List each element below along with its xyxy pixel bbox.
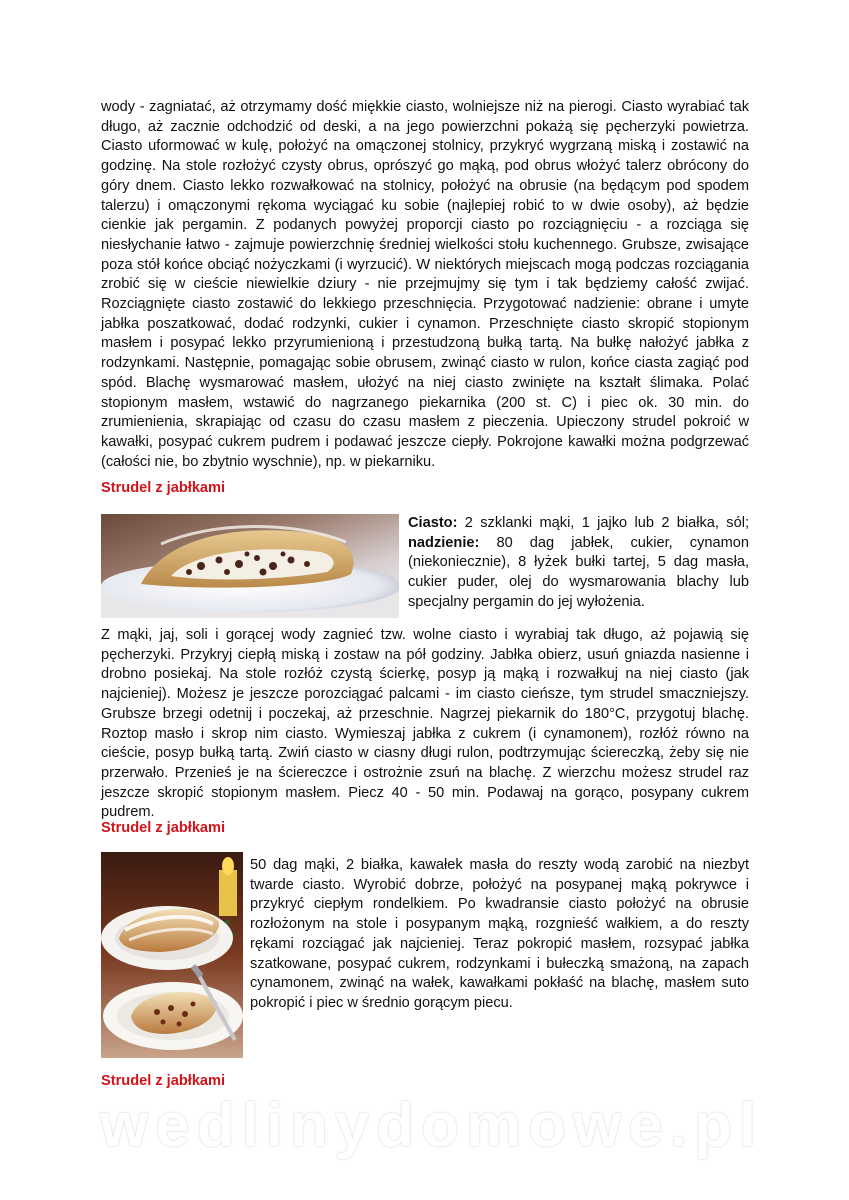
recipe-1-ingredients — [408, 514, 749, 613]
strudel-slice-photo — [101, 514, 399, 618]
recipe-2-method: 50 dag mąki, 2 białka, kawałek masła do reszty wodą zarobić na niezbyt twarde ciasto. Wyrobić dobrze, położyć na posypanej mąką pokrywce i przykryć ciepłym rondelkiem. Po kwadransie ciasto położyć na obrusie rozłożonym na stole i posypanym mąką, rozgnieść wałkiem, a do reszty rękami rozciągać jak najcieniej. Teraz pokropić masłem, rozsypać jabłka szatkowane, posypać cukrem, rodzynkami i bułeczką smażoną, na zapach cynamonem, zwinąć na wałek, kawałkami pokłaść na blachę, masłem suto pokropić i piec w średnio gorącym piecu. — [250, 857, 749, 1011]
recipe-1-method: Z mąki, jaj, soli i gorącej wody zagnieć tzw. wolne ciasto i wyrabiaj tak długo, aż pojawią się pęcherzyki. Przykryj ciepłą miską i zostaw na pół godziny. Jabłka obierz, usuń gniazda nasienne i drobno posiekaj. Na stole rozłóż czystą ścierkę, posyp ją mąką i rozwałkuj na niej ciasto (jak najcieniej). Możesz je jeszcze porozciągać palcami - im ciasto cieńsze, tym strudel smaczniejszy. Grubsze brzegi odetnij i poczekaj, aż przeschnie. Nagrzej piekarnik do 180°C, przygotuj blachę. Roztop masło i skrop nim ciasto. Wymieszaj jabłka z cukrem (i cynamonem), rozłóż równo na cieście, posyp bułką tartą. Zwiń ciasto w ciasny długi rulon, podtrzymując ściereczką, żeby się nie przerwało. Przenieś je na ściereczce i ostrożnie zsuń na blachę. Z wierzchu możesz strudel raz jeszcze skropić stopionym masłem. Piecz 40 - 50 min. Podawaj na gorąco, posypany cukrem pudrem. — [101, 627, 749, 821]
nadzienie-label: nadzienie: — [408, 534, 480, 551]
recipe-1-title: Strudel z jabłkami — [101, 480, 226, 496]
nadzienie-text: 80 dag jabłek, cukier, cynamon (niekoniecznie), 8 łyżek bułki tartej, 5 dag masła, cukier puder, olej do wysmarowania blachy lub specjalny pergamin do jej wyłożenia. — [408, 534, 749, 610]
recipe-3-title: Strudel z jabłkami — [101, 1073, 226, 1089]
site-watermark: wedlinydomowe.pl — [100, 1091, 764, 1160]
ciasto-text: 2 szklanki mąki, 1 jajko lub 2 białka, sól; — [457, 515, 749, 531]
ciasto-label: Ciasto: — [408, 515, 458, 531]
strudel-plates-photo — [101, 852, 243, 1058]
intro-paragraph: wody - zagniatać, aż otrzymamy dość miękkie ciasto, wolniejsze niż na pierogi. Ciasto wyrabiać tak długo, aż zacznie odchodzić od deski, a na jego powierzchni pokażą się pęcherzyki powietrza. Ciasto uformować w kulę, położyć na omączonej stolnicy, przykryć wygrzaną miską i zostawić na godzinę. Na stole rozłożyć czysty obrus, oprószyć go mąką, pod obrus włożyć talerz obrócony do góry dnem. Ciasto lekko rozwałkować na stolnicy, położyć na obrusie (na będącym pod spodem talerzu) i omączonymi rękoma wyciągać ku sobie (najlepiej robić to w dwie osoby), aż będzie cienkie jak pergamin. Z podanych powyżej proporcji ciasto po rozciągnięciu - a rozciąga się niesłychanie łatwo - zajmuje powierzchnię średniej wielkości stołu kuchennego. Grubsze, zwisające poza stół końce obciąć nożyczkami (i wyrzucić). W niektórych miejscach mogą podczas rozciągania zrobić się w cieście niewielkie dziury - nie przejmujmy się tym i tak będziemy całość zwijać. Rozciągnięte ciasto zostawić do lekkiego przeschnięcia. Przygotować nadzienie: obrane i umyte jabłka poszatkować, dodać rodzynki, cukier i cynamon. Przeschnięte ciasto skropić stopionym masłem i posypać lekko przyrumienioną i przestudzoną bułką tartą. Na bułkę nałożyć jabłka z rodzynkami. Następnie, pomagając sobie obrusem, zwinąć ciasto w rulon, końce ciasta zagiąć pod spód. Blachę wysmarować masłem, ułożyć na niej ciasto zwinięte na kształt ślimaka. Polać stopionym masłem, wstawić do nagrzanego piekarnika (200 st. C) i piec ok. 30 min. do zrumienienia, skrapiając od czasu do czasu masłem z pieczenia. Upieczony strudel pokroić w kawałki, posypać cukrem pudrem i podawać jeszcze ciepły. Pokrojone kawałki można podgrzewać (całości nie, bo zbytnio wyschnie), np. w piekarniku. — [101, 99, 749, 470]
recipe-2-title: Strudel z jabłkami — [101, 820, 226, 836]
